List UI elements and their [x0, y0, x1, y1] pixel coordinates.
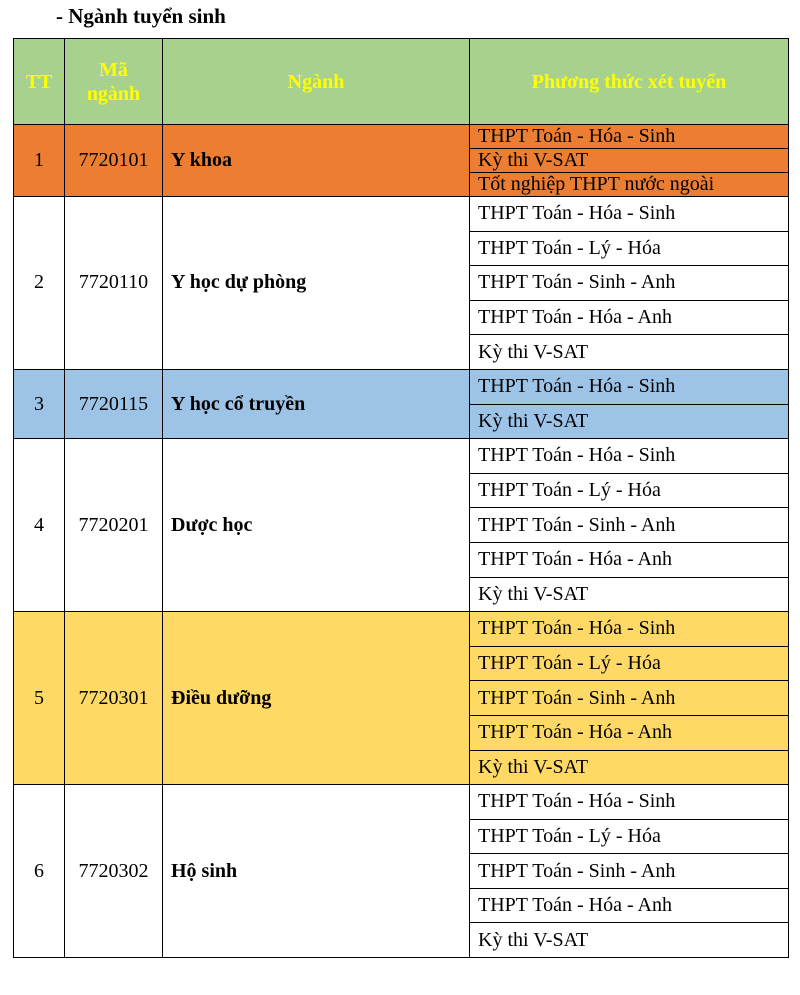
row-method: THPT Toán - Hóa - Anh — [470, 300, 789, 335]
header-code-line1: Mã — [99, 58, 128, 81]
row-method: Tốt nghiệp THPT nước ngoài — [470, 173, 789, 197]
table-row — [14, 125, 789, 149]
header-code-line2: ngành — [86, 82, 141, 105]
row-method: Kỳ thi V-SAT — [470, 149, 789, 173]
table-row — [14, 369, 789, 404]
row-tt: 4 — [14, 439, 65, 612]
row-method: THPT Toán - Sinh - Anh — [470, 266, 789, 301]
row-method: THPT Toán - Hóa - Anh — [470, 888, 789, 923]
row-major-name: Dược học — [163, 439, 470, 612]
header-method: Phương thức xét tuyển — [470, 39, 789, 125]
table-row — [14, 197, 789, 232]
header-major: Ngành — [163, 39, 470, 125]
row-tt: 2 — [14, 197, 65, 370]
row-code: 7720302 — [65, 785, 163, 958]
header-tt: TT — [14, 39, 65, 125]
row-method: THPT Toán - Hóa - Anh — [470, 715, 789, 750]
row-method: THPT Toán - Lý - Hóa — [470, 473, 789, 508]
row-method: Kỳ thi V-SAT — [470, 923, 789, 958]
row-method: THPT Toán - Hóa - Sinh — [470, 785, 789, 820]
row-method: THPT Toán - Hóa - Sinh — [470, 125, 789, 149]
row-method: THPT Toán - Lý - Hóa — [470, 646, 789, 681]
row-code: 7720301 — [65, 612, 163, 785]
table-row — [14, 439, 789, 474]
row-code: 7720110 — [65, 197, 163, 370]
table-row — [14, 785, 789, 820]
row-method: THPT Toán - Hóa - Sinh — [470, 369, 789, 404]
row-code: 7720101 — [65, 125, 163, 197]
row-major-name: Y học dự phòng — [163, 197, 470, 370]
row-method: Kỳ thi V-SAT — [470, 750, 789, 785]
row-method: THPT Toán - Sinh - Anh — [470, 854, 789, 889]
row-major-name: Y học cổ truyền — [163, 369, 470, 438]
row-tt: 1 — [14, 125, 65, 197]
table-header-row — [14, 39, 789, 125]
row-major-name: Y khoa — [163, 125, 470, 197]
row-tt: 3 — [14, 369, 65, 438]
row-method: THPT Toán - Lý - Hóa — [470, 819, 789, 854]
row-major-name: Hộ sinh — [163, 785, 470, 958]
row-method: THPT Toán - Sinh - Anh — [470, 508, 789, 543]
row-method: THPT Toán - Lý - Hóa — [470, 231, 789, 266]
row-method: THPT Toán - Hóa - Sinh — [470, 439, 789, 474]
table-row — [14, 612, 789, 647]
admissions-table — [13, 38, 789, 958]
row-code: 7720115 — [65, 369, 163, 438]
row-method: Kỳ thi V-SAT — [470, 404, 789, 439]
row-method: Kỳ thi V-SAT — [470, 335, 789, 370]
row-method: THPT Toán - Sinh - Anh — [470, 681, 789, 716]
row-code: 7720201 — [65, 439, 163, 612]
section-heading: - Ngành tuyển sinh — [56, 4, 226, 28]
row-method: Kỳ thi V-SAT — [470, 577, 789, 612]
row-tt: 5 — [14, 612, 65, 785]
row-method: THPT Toán - Hóa - Sinh — [470, 612, 789, 647]
header-code — [65, 39, 163, 125]
row-tt: 6 — [14, 785, 65, 958]
row-method: THPT Toán - Hóa - Sinh — [470, 197, 789, 232]
row-major-name: Điều dưỡng — [163, 612, 470, 785]
row-method: THPT Toán - Hóa - Anh — [470, 542, 789, 577]
